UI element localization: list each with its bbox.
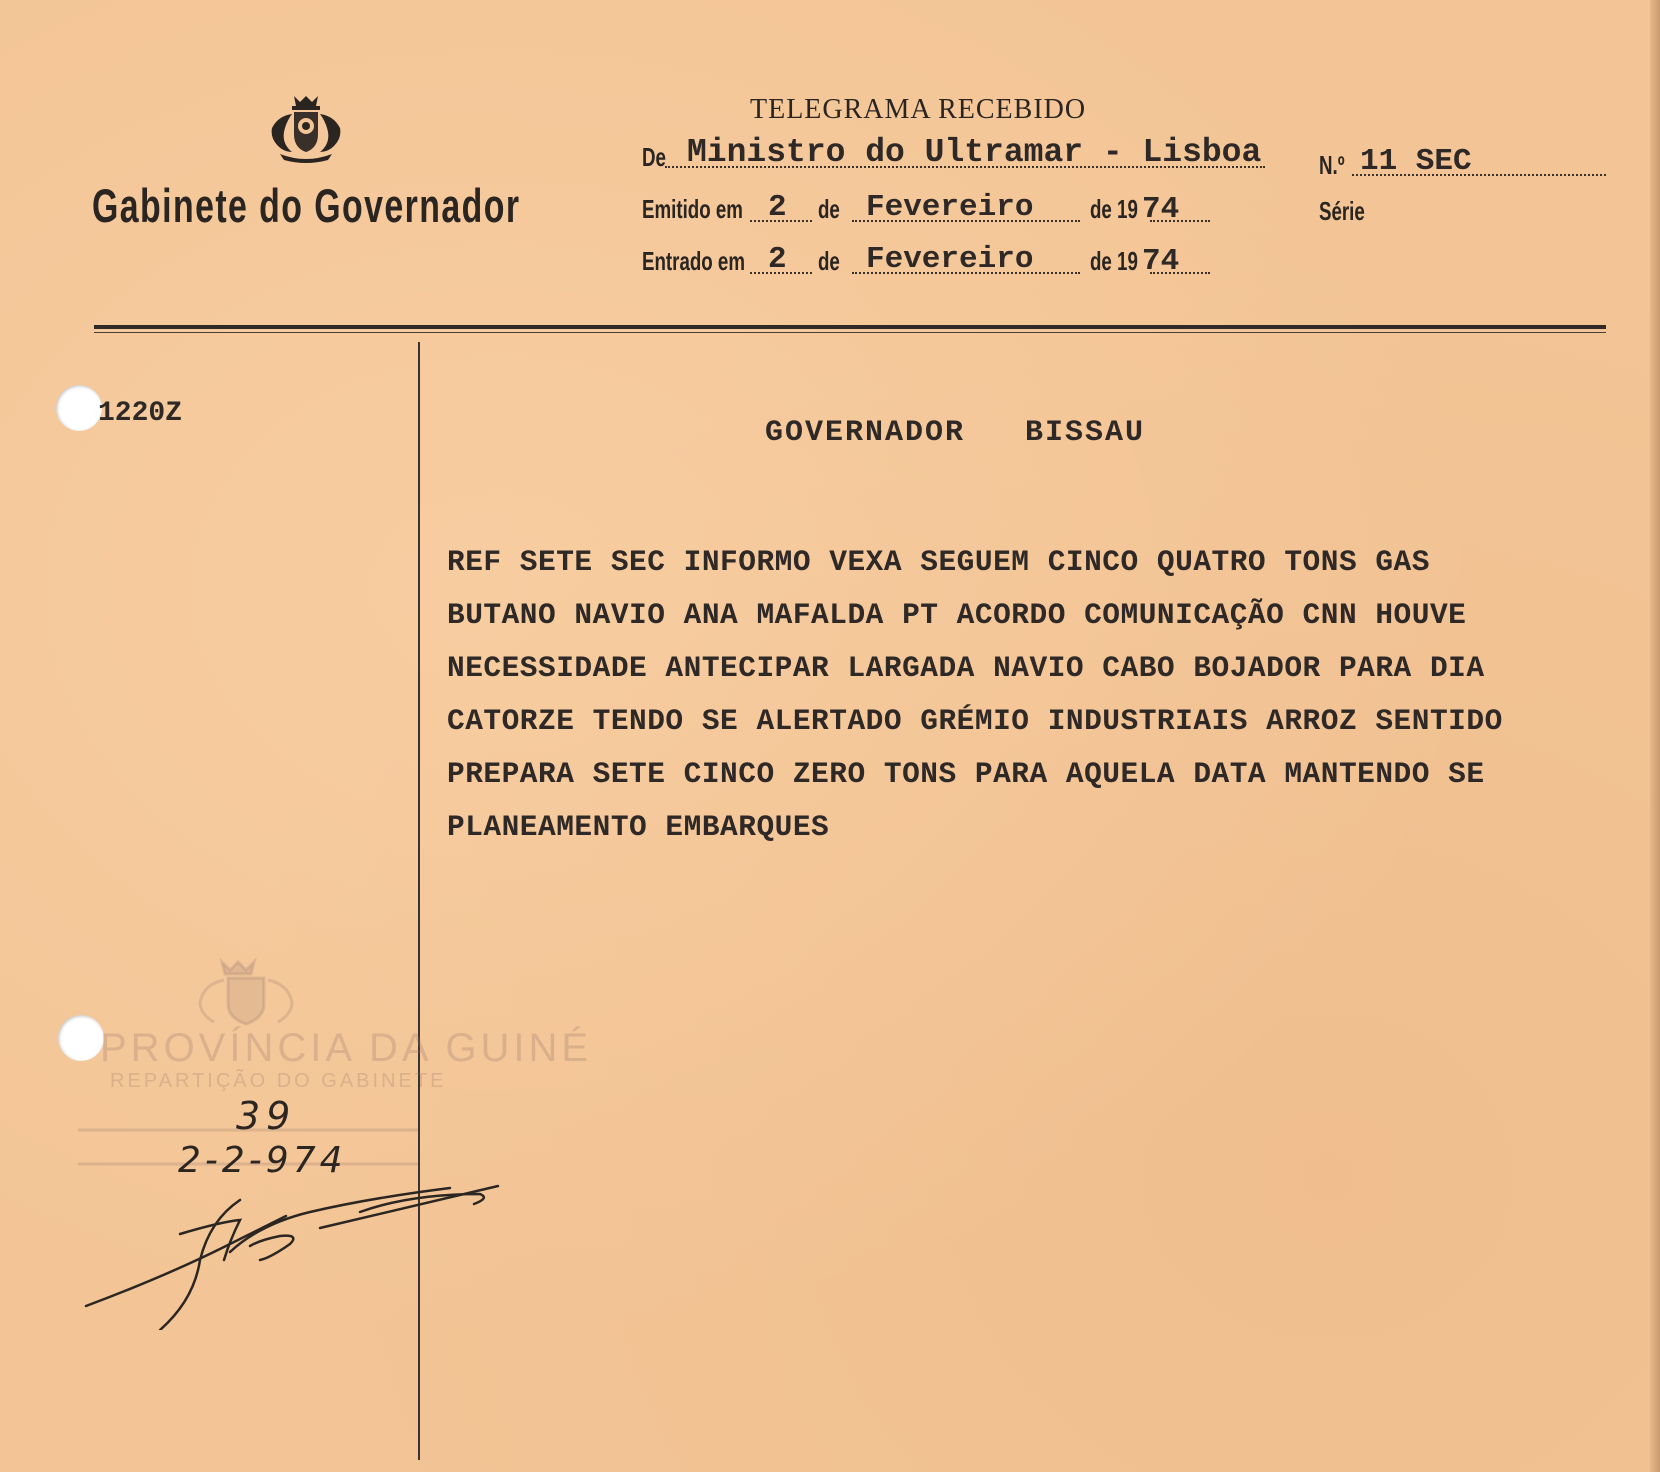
received-day: 2 (768, 242, 787, 277)
issued-of-1: de (818, 194, 840, 224)
from-label: De (642, 142, 666, 172)
series-label: Série (1319, 196, 1365, 226)
handwritten-number: 39 (236, 1094, 297, 1138)
handwritten-date: 2-2-974 (178, 1140, 347, 1181)
message-line: NECESSIDADE ANTECIPAR LARGADA NAVIO CABO BOJADOR PARA DIA (447, 651, 1485, 685)
issued-label: Emitido em (642, 194, 743, 224)
header-rule (94, 325, 1606, 329)
number-value: 11 SEC (1360, 144, 1472, 179)
received-label: Entrado em (642, 246, 745, 276)
punch-hole-top (56, 385, 102, 431)
addressee: GOVERNADOR BISSAU (765, 416, 1146, 450)
message-line: REF SETE SEC INFORMO VEXA SEGUEM CINCO QUATRO TONS GAS (447, 545, 1430, 579)
message-line: PREPARA SETE CINCO ZERO TONS PARA AQUELA DATA MANTENDO SE (447, 757, 1485, 791)
received-year: 74 (1142, 244, 1180, 279)
number-label: N.º (1319, 150, 1345, 180)
from-value: Ministro do Ultramar - Lisboa (687, 134, 1262, 171)
telegram-title: TELEGRAMA RECEBIDO (750, 94, 1087, 125)
coat-of-arms-icon (258, 92, 354, 164)
time-code: 1220Z (98, 398, 183, 429)
received-month: Fevereiro (866, 242, 1034, 277)
message-line: PLANEAMENTO EMBARQUES (447, 810, 830, 844)
issued-of-2: de 19 (1090, 194, 1138, 224)
issued-month: Fevereiro (866, 190, 1034, 225)
header-rule-thin (94, 332, 1606, 333)
page-edge (1650, 0, 1660, 1472)
stamp-province: PROVÍNCIA DA GUINÉ (100, 1026, 593, 1070)
stamp-office: REPARTIÇÃO DO GABINETE (110, 1070, 447, 1092)
signature (80, 1170, 520, 1330)
received-of-1: de (818, 246, 840, 276)
message-line: CATORZE TENDO SE ALERTADO GRÉMIO INDUSTRIAIS ARROZ SENTIDO (447, 704, 1503, 738)
issued-day: 2 (768, 190, 787, 225)
received-of-2: de 19 (1090, 246, 1138, 276)
message-line: BUTANO NAVIO ANA MAFALDA PT ACORDO COMUNICAÇÃO CNN HOUVE (447, 598, 1467, 632)
cabinet-title: Gabinete do Governador (92, 179, 521, 232)
message-body (447, 536, 1597, 854)
issued-year: 74 (1142, 192, 1180, 227)
